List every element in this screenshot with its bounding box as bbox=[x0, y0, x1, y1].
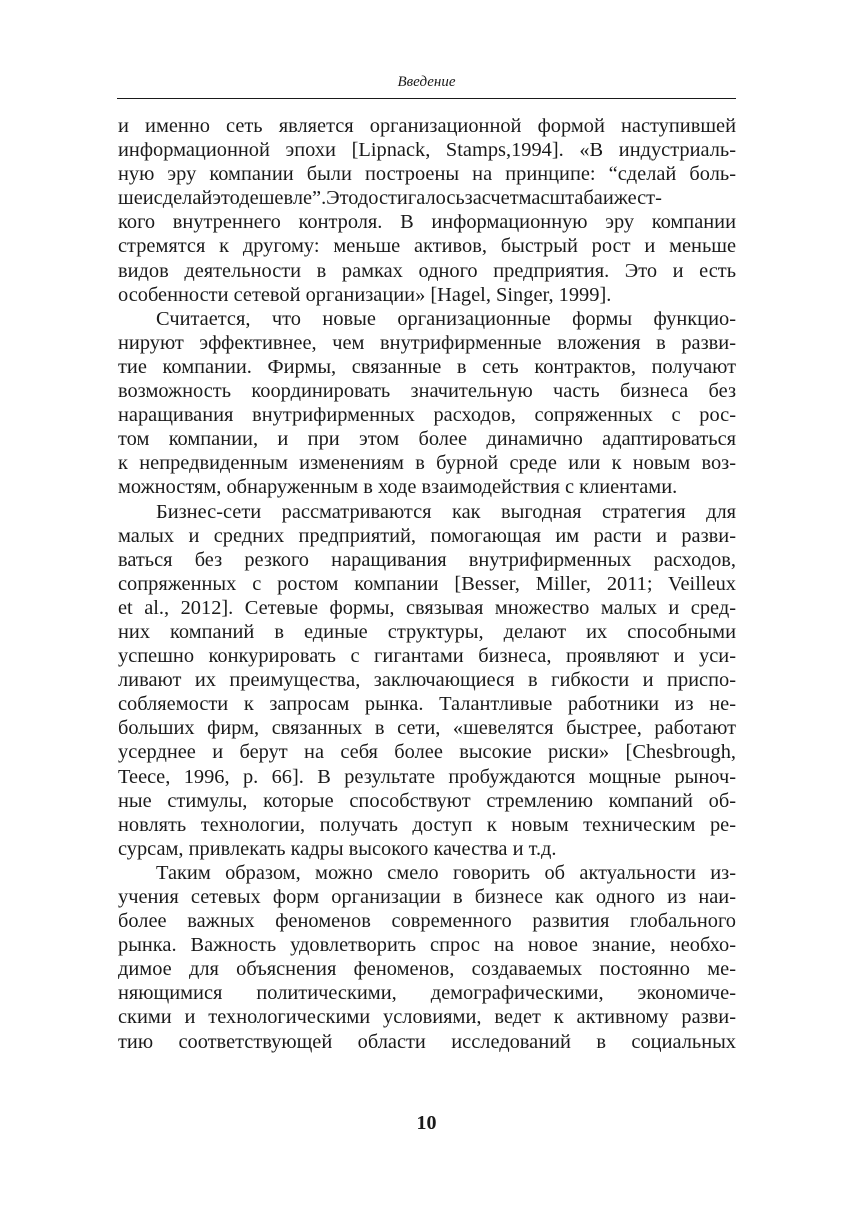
text-line: видов деятельности в рамках одного предприятия. Это и есть bbox=[118, 259, 736, 282]
text-line: сурсам, привлекать кадры высокого качества и т.д. bbox=[118, 837, 557, 860]
text-line: сопряженных с ростом компании [Besser, Miller, 2011; Veilleux bbox=[118, 572, 736, 595]
paragraph-4 bbox=[118, 861, 736, 1054]
text-line: рынка. Важность удовлетворить спрос на новое знание, необхо- bbox=[118, 934, 736, 957]
text-line: ливают их преимущества, заключающиеся в гибкости и приспо- bbox=[118, 669, 736, 692]
text-line: усерднее и берут на себя более высокие риски» [Chesbrough, bbox=[118, 741, 736, 764]
paragraph-3 bbox=[118, 500, 736, 861]
text-line: больших фирм, связанных в сети, «шевелятся быстрее, работают bbox=[118, 717, 736, 740]
text-line: и именно сеть является организационной формой наступившей bbox=[118, 115, 736, 137]
text-line: можностям, обнаруженным в ходе взаимодействия с клиентами. bbox=[118, 476, 678, 499]
text-line: кого внутреннего контроля. В информационную эру компании bbox=[118, 211, 736, 234]
text-line: наращивания внутрифирменных расходов, сопряженных с рос- bbox=[118, 404, 736, 427]
text-line: новлять технологии, получать доступ к новым техническим ре- bbox=[118, 813, 736, 836]
text-line: Таким образом, можно смело говорить об актуальности из- bbox=[156, 861, 736, 884]
text-line: Считается, что новые организационные формы функцио- bbox=[156, 307, 736, 330]
paragraph-1 bbox=[118, 114, 736, 307]
text-line: к непредвиденным изменениям в бурной среде или к новым воз- bbox=[118, 452, 736, 475]
text-line: et al., 2012]. Сетевые формы, связывая множество малых и сред- bbox=[118, 596, 736, 619]
text-line: димое для объяснения феноменов, создаваемых постоянно ме- bbox=[118, 958, 736, 981]
text-line: более важных феноменов современного развития глобального bbox=[118, 910, 736, 933]
page-number: 10 bbox=[416, 1112, 437, 1134]
text-line: ваться без резкого наращивания внутрифирменных расходов, bbox=[118, 548, 736, 571]
text-line: успешно конкурировать с гигантами бизнеса, проявляют и уси- bbox=[118, 645, 736, 668]
header-rule bbox=[117, 98, 736, 99]
text-line: нируют эффективнее, чем внутрифирменные вложения в разви- bbox=[118, 331, 736, 354]
text-line: стремятся к другому: меньше активов, быстрый рост и меньше bbox=[118, 235, 736, 258]
text-line: скими и технологическими условиями, ведет к активному разви- bbox=[118, 1006, 736, 1029]
text-line: тию соответствующей области исследований в социальных bbox=[118, 1030, 736, 1053]
text-line: информационной эпохи [Lipnack, Stamps,1994]. «В индустриаль- bbox=[118, 139, 736, 162]
text-line: ную эру компании были построены на принципе: “сделай боль- bbox=[118, 163, 736, 186]
running-head: Введение bbox=[397, 74, 456, 90]
text-line: том компании, и при этом более динамично адаптироваться bbox=[118, 428, 736, 451]
text-line: возможность координировать значительную часть бизнеса без bbox=[118, 380, 736, 403]
paragraph-2 bbox=[118, 307, 736, 500]
text-line: них компаний в единые структуры, делают их способными bbox=[118, 620, 736, 643]
text-line: учения сетевых форм организации в бизнесе как одного из наи- bbox=[118, 886, 736, 908]
text-line: особенности сетевой организации» [Hagel, Singer, 1999]. bbox=[118, 283, 612, 306]
text-line: ные стимулы, которые способствуют стремлению компаний об- bbox=[118, 789, 736, 812]
text-line: няющимися политическими, демографическими, экономиче- bbox=[118, 982, 736, 1005]
text-line: тие компании. Фирмы, связанные в сеть контрактов, получают bbox=[118, 355, 736, 378]
text-line: шеисделайэтодешевле”.Этодостигалосьзасчетмасштабаижест- bbox=[118, 187, 662, 210]
text-line: малых и средних предприятий, помогающая им расти и разви- bbox=[118, 524, 736, 547]
text-line: Бизнес-сети рассматриваются как выгодная стратегия для bbox=[156, 500, 736, 523]
body-text bbox=[118, 114, 736, 1054]
text-line: собляемости к запросам рынка. Талантливые работники из не- bbox=[118, 693, 736, 716]
text-line: Teece, 1996, p. 66]. В результате пробуждаются мощные рыноч- bbox=[118, 765, 736, 788]
